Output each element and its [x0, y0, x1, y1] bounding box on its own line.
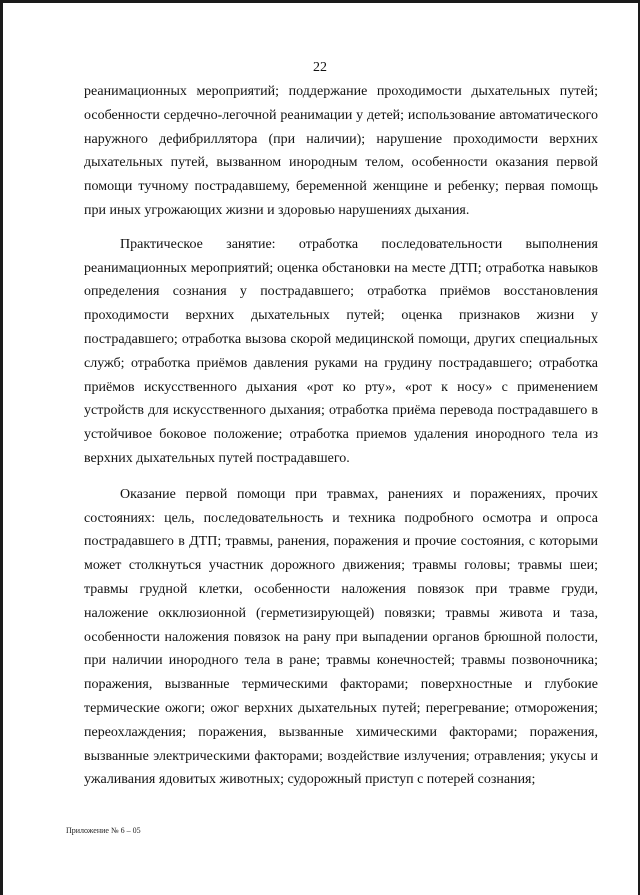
scan-border-top	[0, 0, 640, 3]
scan-border-left	[0, 0, 3, 895]
paragraph-continuation: реанимационных мероприятий; поддержание проходимости дыхательных путей; особенности сердечно-легочной реанимации у детей; использование автоматического наружного дефибриллятора (при наличии); нарушение проходимости верхних дыхательных путей, вызванном инородным телом, особенности оказания первой помощи тучному пострадавшему, беременной женщине и ребенку; первая помощь при иных угрожающих жизни и здоровью нарушениях дыхания.	[84, 84, 598, 218]
document-body	[84, 80, 598, 792]
paragraph-injuries-first-aid: Оказание первой помощи при травмах, ранениях и поражениях, прочих состояниях: цель, последовательность и техника подробного осмотра и опроса пострадавшего в ДТП; травмы, ранения, поражения и прочие состояния, с которыми может столкнуться участник дорожного движения; травмы головы; травмы шеи; травмы грудной клетки, особенности наложения повязок при травме груди, наложение окклюзионной (герметизирующей) повязки; травмы живота и таза, особенности наложения повязок на рану при выпадении органов брюшной полости, при наличии инородного тела в ране; травмы конечностей; травмы позвоночника; поражения, вызванные термическими факторами; поверхностные и глубокие термические ожоги; ожог верхних дыхательных путей; перегревание; отморожения; переохлаждения; поражения, вызванные химическими факторами; поражения, вызванные электрическими факторами; воздействие излучения; отравления; укусы и ужаливания ядовитых животных; судорожный приступ с потерей сознания;	[84, 486, 598, 788]
page-number: 22	[313, 60, 327, 75]
page-footer: Приложение № 6 – 05	[66, 826, 141, 835]
paragraph-practical-session: Практическое занятие: отработка последовательности выполнения реанимационных мероприятий; оценка обстановки на месте ДТП; отработка навыков определения сознания у пострадавшего; отработка приёмов восстановления проходимости верхних дыхательных путей; оценка признаков жизни у пострадавшего; отработка вызова скорой медицинской помощи, других специальных служб; отработка приёмов давления руками на грудину пострадавшего; отработка приёмов искусственного дыхания «рот ко рту», «рот к носу» с применением устройств для искусственного дыхания; отработка приёма перевода пострадавшего в устойчивое боковое положение; отработка приемов удаления инородного тела из верхних дыхательных путей пострадавшего.	[84, 236, 598, 466]
